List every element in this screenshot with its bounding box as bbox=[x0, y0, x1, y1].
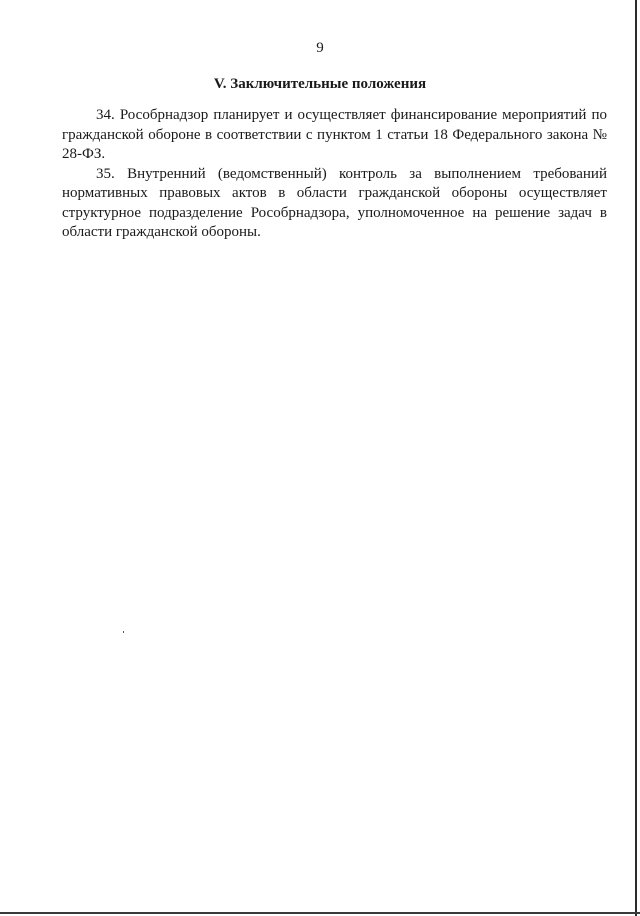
section-title: V. Заключительные положения bbox=[213, 76, 427, 92]
body-text bbox=[62, 106, 607, 243]
scan-edge-right bbox=[635, 0, 637, 916]
scan-speck bbox=[123, 631, 124, 633]
page-number: 9 bbox=[316, 40, 324, 56]
paragraph-34: 34. Рособрнадзор планирует и осуществляет финансирование мероприятий по гражданской обороне в соответствии с пунктом 1 статьи 18 Федерального закона № 28-ФЗ. bbox=[62, 107, 607, 162]
paragraph-35: 35. Внутренний (ведомственный) контроль за выполнением требований нормативных правовых актов в области гражданской обороны осуществляет структурное подразделение Рособрнадзора, уполномоченное на решение задач в области гражданской обороны. bbox=[62, 165, 607, 240]
scan-edge-bottom bbox=[0, 912, 640, 914]
